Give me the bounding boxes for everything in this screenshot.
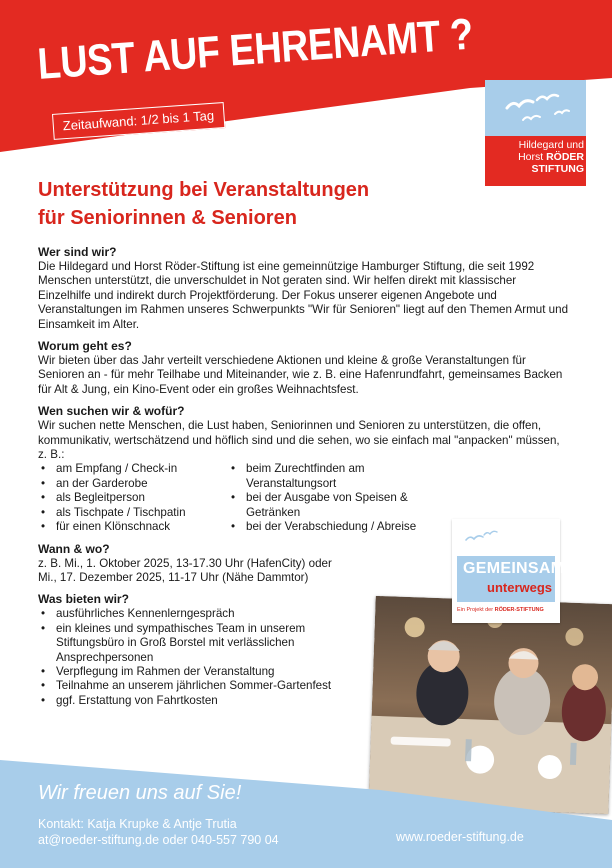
- roeder-stiftung-logo: [485, 80, 586, 186]
- website-link[interactable]: www.roeder-stiftung.de: [396, 830, 524, 844]
- list-item: • ein kleines und sympathisches Team in unserem Stiftungsbüro in Groß Borstel mit verlässlichen Ansprechpersonen: [38, 622, 368, 665]
- birds-icon: [462, 528, 502, 548]
- benefits-list: [38, 607, 368, 708]
- task-list-left: [38, 462, 228, 534]
- text-wann-line-2: Mi., 17. Dezember 2025, 11-17 Uhr (Nähe Dammtor): [38, 570, 309, 584]
- task-list-right: [228, 462, 438, 534]
- logo-line-1: Hildegard und: [518, 139, 584, 151]
- logo-line-2a: Horst: [518, 151, 547, 163]
- list-item: • als Tischpate / Tischpatin: [38, 506, 228, 520]
- logo-sky: [485, 80, 586, 136]
- page-title: [38, 176, 478, 232]
- contact-info: [38, 816, 279, 848]
- list-item: • ggf. Erstattung von Fahrtkosten: [38, 694, 368, 708]
- logo-line-2b: RÖDER: [546, 151, 584, 163]
- heading-wer-sind-wir: Wer sind wir?: [38, 245, 117, 259]
- gemeinsam-foot-a: Ein Projekt der: [457, 607, 495, 613]
- heading-worum-geht-es: Worum geht es?: [38, 339, 132, 354]
- gemeinsam-unterwegs-logo: [452, 519, 565, 623]
- list-item: • an der Garderobe: [38, 477, 228, 491]
- unterwegs-word: unterwegs: [487, 580, 553, 595]
- logo-line-3: [489, 163, 584, 175]
- text-worum-geht-es: Wir bieten über das Jahr verteilt verschiedene Aktionen und kleine & große Veranstaltungen für Senioren an - für mehr Teilhabe und Miteinander, wie z. B. eine Hafenrundfahrt, gemeinsames Backen für Alt & Jung, ein Kino-Event oder ein großes Weihnachtsfest.: [38, 354, 563, 396]
- text-wann-line-1: z. B. Mi., 1. Oktober 2025, 13-17.30 Uhr (HafenCity) oder: [38, 556, 332, 570]
- title-line-2: für Seniorinnen & Senioren: [38, 207, 297, 229]
- list-item: • bei der Ausgabe von Speisen & Getränken: [228, 491, 438, 520]
- text-wer-sind-wir: Die Hildegard und Horst Röder-Stiftung ist eine gemeinnützige Hamburger Stiftung, die seit 1992 Menschen unterstützt, die unverschuldet in Not geraten sind. Wir helfen direkt mit klassischer Einzelhilfe und indirekt durch Projektförderung. Der Fokus unserer eigenen Angebote und Veranstaltungen im Rahmen unseres Schwerpunkts "Wir für Senioren" liegt auf den Themen Armut und Einsamkeit im Alter.: [38, 260, 569, 331]
- headline: LUST AUF EHRENAMT ?: [36, 9, 475, 89]
- footer-band: [0, 760, 612, 868]
- text-wen-suchen-wir: Wir suchen nette Menschen, die Lust haben, Seniorinnen und Senioren zu unterstützen, die offen, kommunikativ, wertschätzend und höflich sind und die sehen, wo sie einfach mal "anpacken" müssen, z. B.:: [38, 419, 560, 462]
- list-item: • Teilnahme an unserem jährlichen Sommer-Gartenfest: [38, 679, 368, 693]
- logo-line-2: [489, 151, 584, 163]
- gemeinsam-box: [457, 556, 565, 602]
- list-item: • am Empfang / Check-in: [38, 462, 228, 476]
- list-item: • für einen Klönschnack: [38, 520, 228, 534]
- gemeinsam-foot-b: RÖDER-STIFTUNG: [494, 607, 544, 613]
- logo-line-3-text: STIFTUNG: [531, 163, 584, 175]
- list-item: • als Begleitperson: [38, 491, 228, 505]
- time-commitment-tag: Zeitaufwand: 1/2 bis 1 Tag: [52, 102, 225, 140]
- logo-text: [489, 139, 584, 175]
- birds-icon: [493, 86, 578, 130]
- list-item: • ausführliches Kennenlerngespräch: [38, 607, 368, 621]
- list-item: • Verpflegung im Rahmen der Veranstaltung: [38, 665, 368, 679]
- heading-wann-und-wo: Wann & wo?: [38, 541, 110, 556]
- gemeinsam-footnote: [457, 607, 544, 613]
- slogan: Wir freuen uns auf Sie!: [38, 782, 242, 804]
- contact-names: Kontakt: Katja Krupke & Antje Trutia: [38, 817, 237, 831]
- list-item: • bei der Verabschiedung / Abreise: [228, 520, 438, 534]
- heading-wen-suchen-wir: Wen suchen wir & wofür?: [38, 404, 185, 419]
- list-item: • beim Zurechtfinden am Veranstaltungsort: [228, 462, 438, 491]
- heading-was-bieten-wir: Was bieten wir?: [38, 592, 129, 607]
- title-line-1: Unterstützung bei Veranstaltungen: [38, 179, 370, 201]
- gemeinsam-word: GEMEINSAM: [463, 560, 565, 577]
- contact-details[interactable]: at@roeder-stiftung.de oder 040-557 790 04: [38, 833, 279, 847]
